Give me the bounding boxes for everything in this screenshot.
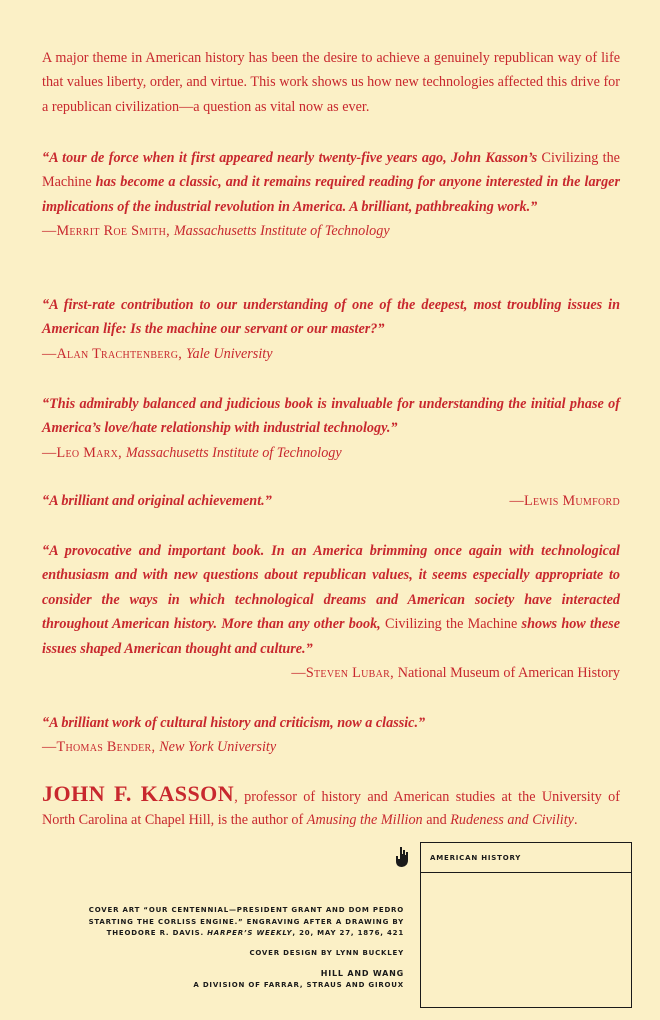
book-title: Rudeness and Civility — [450, 812, 574, 828]
book-title: Civilizing the Machine — [385, 616, 518, 633]
cover-design-credit: COVER DESIGN BY LYNN BUCKLEY — [249, 949, 404, 957]
blurb-attribution: —Merrit Roe Smith, Massachusetts Institute of Technology — [42, 223, 390, 240]
author-name: JOHN F. KASSON — [42, 781, 235, 806]
blurb-text: “A provocative and important book. In an America brimming once again with technological enthusiasm and with new questions about republican values, it seems especially appropriate to consider the ways in which technological dreams and American society have interacted throughout American history. More than any other book, — [42, 543, 620, 633]
blurb-attribution: —Steven Lubar, National Museum of American History — [291, 665, 620, 682]
blurb-attribution: —Alan Trachtenberg, Yale University — [42, 345, 273, 362]
blurb-lubar — [42, 539, 620, 685]
hand-logo-icon — [393, 846, 411, 868]
blurb-text: shows how these issues shaped American thought and culture.” — [42, 616, 620, 657]
blurb-text: “A brilliant and original achievement.” — [42, 493, 272, 509]
cover-credits: COVER ART “OUR CENTENNIAL—PRESIDENT GRANT AND DOM PEDRO STARTING THE CORLISS ENGINE.” ENGRAVING AFTER A DRAWING BY THEODORE R. DAVIS. HARPER’S WEEKLY, 20, MAY 27, 1876, 421 — [88, 906, 404, 938]
blurb-text: “A tour de force when it first appeared nearly twenty-five years ago, John Kasson’s — [42, 150, 542, 166]
blurb-attribution: —Leo Marx, Massachusetts Institute of Technology — [42, 444, 342, 461]
publisher-division: A DIVISION OF FARRAR, STRAUS AND GIROUX — [193, 980, 404, 989]
blurb-smith — [42, 146, 620, 244]
book-title: Civilizing the Machine — [42, 150, 620, 191]
book-title: Amusing the Million — [306, 812, 423, 828]
author-bio: JOHN F. KASSON, professor of history and American studies at the University of North Carolina at Chapel Hill, is the author of Amusing the Million and Rudeness and Civility. — [42, 781, 620, 828]
blurb-trachtenberg — [42, 293, 620, 366]
blurb-attribution: —Thomas Bender, New York University — [42, 739, 277, 756]
category-header — [421, 843, 631, 873]
blurb-bender — [42, 711, 620, 760]
blurb-attribution: —Lewis Mumford — [509, 493, 620, 509]
blurb-text: “A first-rate contribution to our understanding of one of the deepest, most troubling issues in American life: Is the machine our servant or our master?” — [42, 297, 620, 338]
publisher-name: HILL AND WANG — [320, 969, 404, 978]
blurb-mumford — [42, 489, 620, 513]
intro-paragraph: A major theme in American history has been the desire to achieve a genuinely republican way of life that values liberty, order, and virtue. This work shows us how new technologies affected this drive for a republican civilization—a question as vital now as ever. — [42, 50, 620, 115]
blurb-marx — [42, 392, 620, 465]
category-label: AMERICAN HISTORY — [430, 853, 522, 862]
blurb-text: has become a classic, and it remains required reading for anyone interested in the larger implications of the industrial revolution in America. A brilliant, pathbreaking work.” — [42, 174, 620, 215]
barcode-box — [420, 842, 632, 1008]
publisher-credit — [60, 968, 404, 991]
blurb-text: “A brilliant work of cultural history and criticism, now a classic.” — [42, 715, 426, 731]
blurb-text: “This admirably balanced and judicious book is invaluable for understanding the initial phase of America’s love/hate relationship with industrial technology.” — [42, 396, 620, 437]
